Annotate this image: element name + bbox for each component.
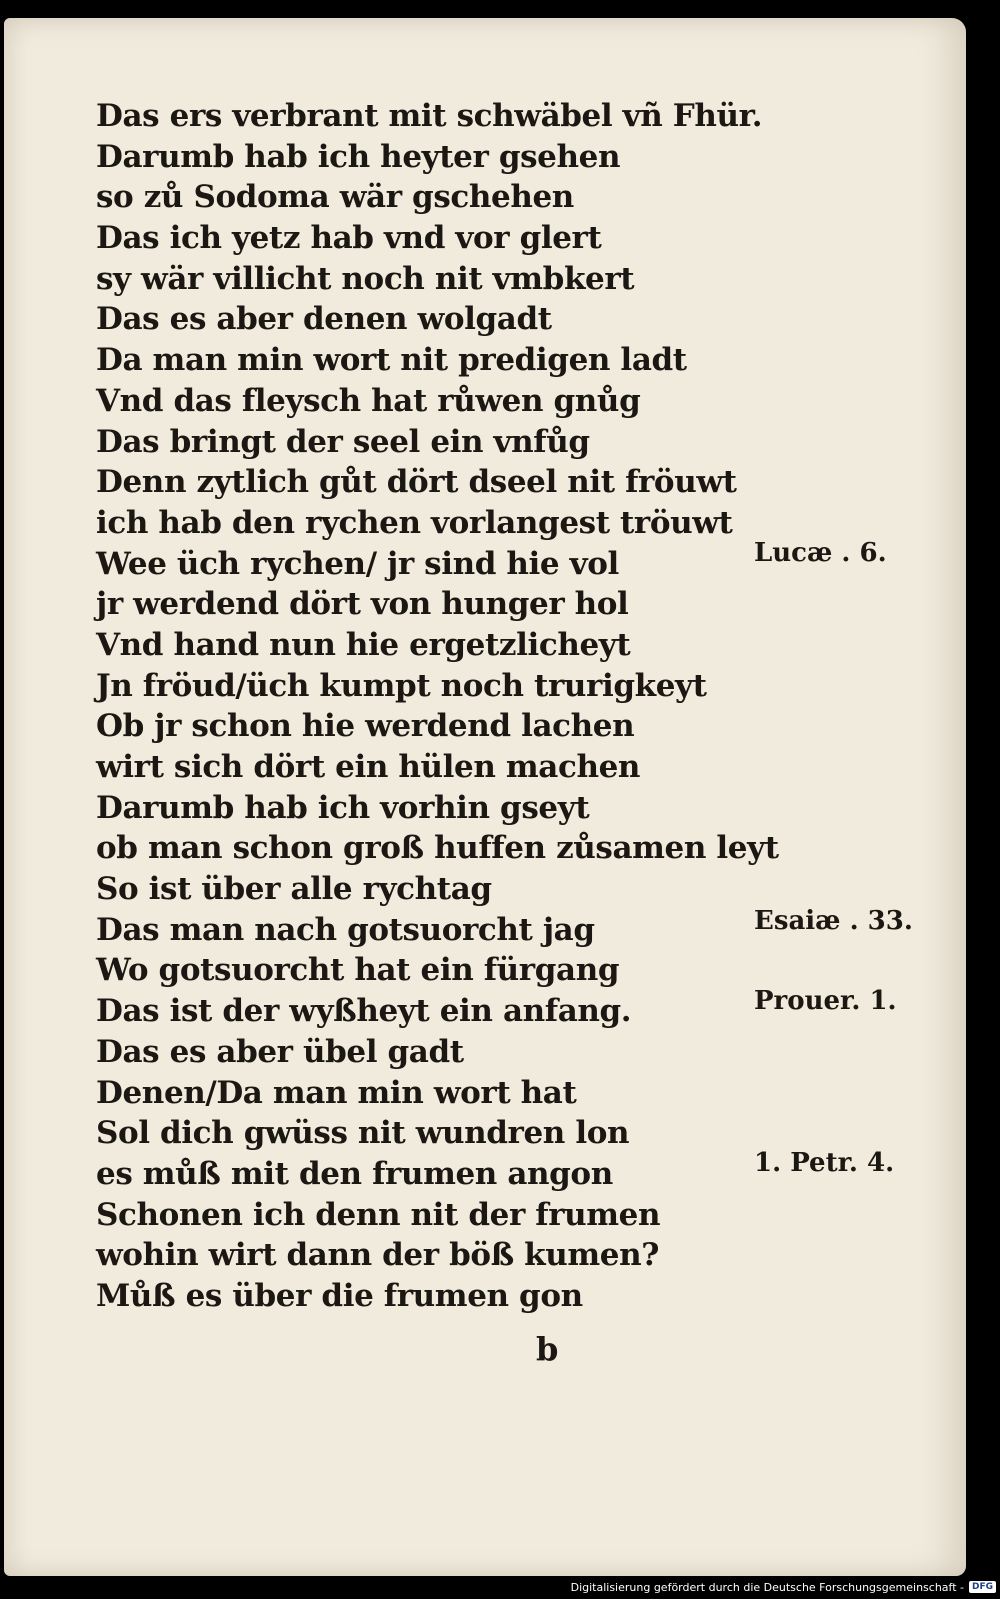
book-page [4, 18, 966, 1576]
text-line: Das ers verbrant mit schwäbel vñ Fhür. [96, 98, 763, 134]
marginal-note-luke: Lucæ . 6. [754, 538, 887, 568]
text-line: Das ist der wyßheyt ein anfang. [96, 993, 632, 1030]
poem-text [96, 96, 779, 1317]
text-line: ich hab den rychen vorlangest tröuwt [96, 504, 733, 541]
digitization-footer [571, 1577, 996, 1597]
text-line: Wo gotsuorcht hat ein fürgang [96, 952, 620, 989]
marginal-note-isaiah: Esaiæ . 33. [754, 906, 913, 936]
text-line: Das ich yetz hab vnd vor glert [96, 220, 602, 257]
footer-credit: Digitalisierung gefördert durch die Deutsche Forschungsgemeinschaft - [570, 1580, 964, 1594]
text-line: sy wär villicht noch nit vmbkert [96, 260, 635, 297]
text-line: Schonen ich denn nit der frumen [96, 1196, 661, 1233]
text-line: Vnd das fleysch hat růwen gnůg [96, 382, 641, 419]
text-line: Da man min wort nit predigen ladt [96, 342, 687, 379]
text-line: Denen/Da man min wort hat [96, 1074, 577, 1111]
text-line: wirt sich dört ein hülen machen [96, 749, 641, 785]
text-line: Darumb hab ich vorhin gseyt [96, 789, 590, 826]
text-line: Můß es über die frumen gon [96, 1277, 583, 1314]
text-line: Das bringt der seel ein vnfůg [96, 423, 590, 460]
text-line: So ist über alle rychtag [96, 871, 492, 908]
signature-mark: b [536, 1330, 559, 1368]
text-line: so zů Sodoma wär gschehen [96, 179, 574, 216]
text-line: es můß mit den frumen angon [96, 1155, 613, 1192]
text-line: Ob jr schon hie werdend lachen [96, 708, 635, 745]
dfg-logo-icon: DFG [969, 1581, 996, 1593]
text-line: Jn fröud/üch kumpt noch trurigkeyt [96, 667, 707, 704]
text-line: Wee üch rychen/ jr sind hie vol [96, 545, 619, 582]
text-line: Das es aber übel gadt [96, 1033, 464, 1070]
marginal-note-proverbs: Prouer. 1. [754, 986, 897, 1016]
text-line: wohin wirt dann der böß kumen? [96, 1237, 660, 1274]
text-line: Das man nach gotsuorcht jag [96, 911, 595, 948]
text-line: ob man schon groß huffen zůsamen leyt [96, 830, 779, 867]
text-line: Das es aber denen wolgadt [96, 301, 552, 338]
text-line: Darumb hab ich heyter gsehen [96, 138, 621, 175]
marginal-note-peter: 1. Petr. 4. [754, 1148, 895, 1178]
text-line: Denn zytlich gůt dört dseel nit fröuwt [96, 464, 737, 501]
text-line: Sol dich gwüss nit wundren lon [96, 1115, 630, 1152]
text-line: jr werdend dört von hunger hol [96, 586, 629, 623]
text-line: Vnd hand nun hie ergetzlicheyt [96, 626, 631, 663]
